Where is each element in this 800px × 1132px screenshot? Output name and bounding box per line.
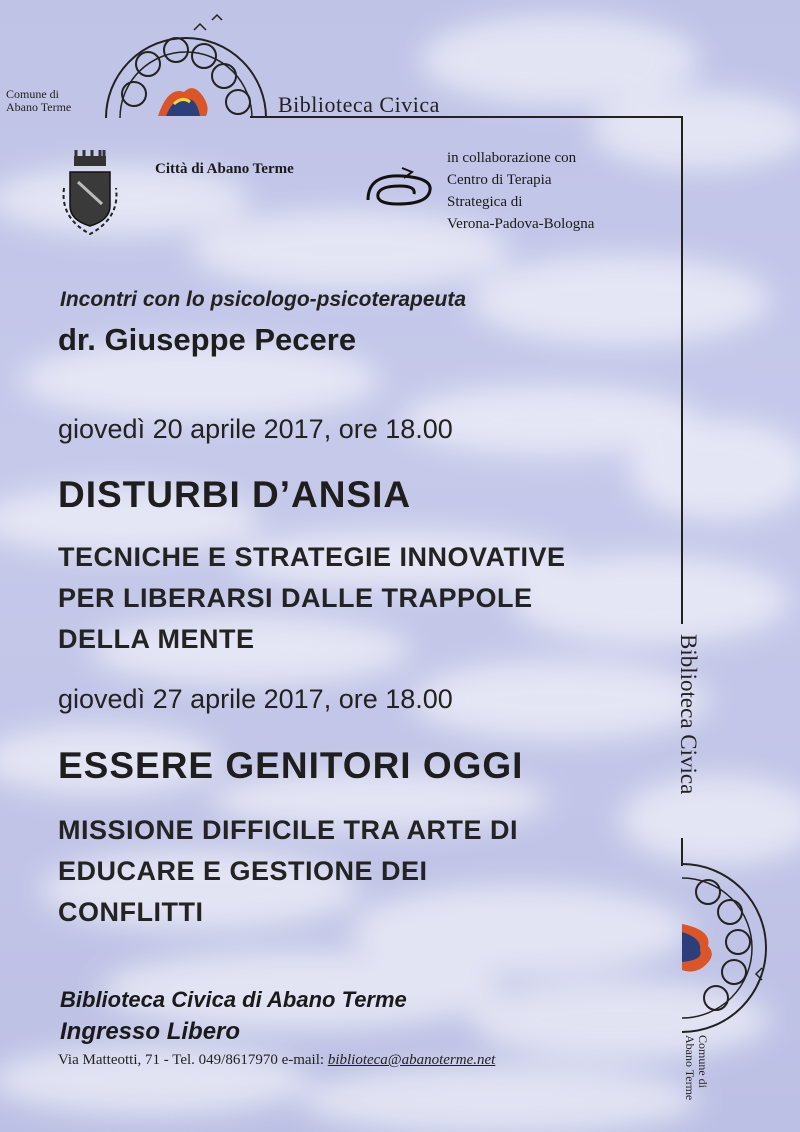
event-date: giovedì 27 aprile 2017, ore 18.00 xyxy=(58,684,453,714)
intro-line: Incontri con lo psicologo-psicoterapeuta xyxy=(60,288,467,311)
speaker-name: dr. Giuseppe Pecere xyxy=(58,322,357,357)
vertical-comune-line1: Comune di xyxy=(696,1035,710,1088)
subtitle-line: PER LIBERARSI DALLE TRAPPOLE xyxy=(58,583,533,613)
subtitle-line: MISSIONE DIFFICILE TRA ARTE DI xyxy=(58,815,518,845)
comune-line1: Comune di xyxy=(6,87,59,101)
subtitle-line: DELLA MENTE xyxy=(58,624,255,654)
collab-line: Strategica di xyxy=(447,194,523,210)
biblioteca-header: Biblioteca Civica xyxy=(278,92,440,117)
vertical-title xyxy=(671,634,711,834)
subtitle-line: TECNICHE E STRATEGIE INNOVATIVE xyxy=(58,542,566,572)
event-date: giovedì 20 aprile 2017, ore 18.00 xyxy=(58,414,453,444)
collab-line: in collaborazione con xyxy=(447,150,577,166)
vertical-comune-line2: Abano Terme xyxy=(683,1035,697,1101)
coat-of-arms-icon xyxy=(58,148,122,238)
comune-label xyxy=(6,88,71,114)
collab-line: Verona-Padova-Bologna xyxy=(447,216,595,232)
contact-line xyxy=(58,1052,495,1069)
vertical-title-text: Biblioteca Civica xyxy=(676,634,701,795)
logo-reels-icon xyxy=(96,12,276,120)
event-subtitle xyxy=(58,810,518,933)
event-title: DISTURBI D’ANSIA xyxy=(58,474,412,515)
collab-line: Centro di Terapia xyxy=(447,172,552,188)
entry-label: Ingresso Libero xyxy=(60,1018,241,1045)
frame-line-right xyxy=(681,116,683,624)
venue-label: Biblioteca Civica di Abano Terme xyxy=(60,987,407,1012)
spiral-logo-icon xyxy=(362,164,442,212)
event-title: ESSERE GENITORI OGGI xyxy=(58,745,524,786)
event-subtitle xyxy=(58,537,566,660)
subtitle-line: CONFLITTI xyxy=(58,897,204,927)
comune-line2: Abano Terme xyxy=(6,100,72,114)
address-text: Via Matteotti, 71 - Tel. 049/8617970 e-mail: xyxy=(58,1052,328,1068)
citta-label: Città di Abano Terme xyxy=(155,161,294,177)
collaboration-block xyxy=(447,147,594,235)
logo-reels-icon xyxy=(672,858,772,1038)
subtitle-line: EDUCARE E GESTIONE DEI xyxy=(58,856,428,886)
email-link[interactable]: biblioteca@abanoterme.net xyxy=(327,1052,496,1068)
